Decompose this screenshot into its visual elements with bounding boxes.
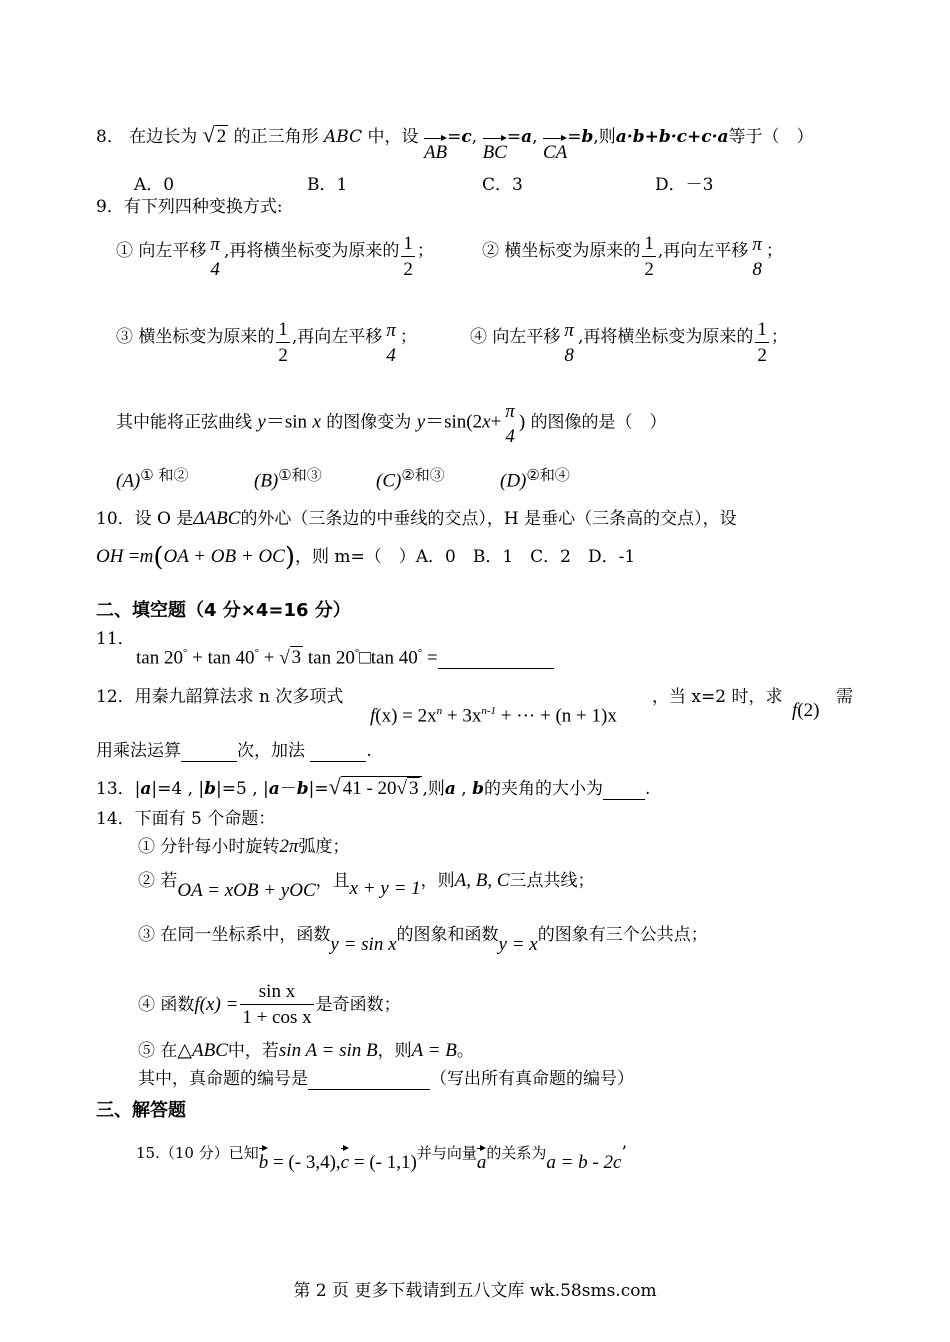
- q12-text-b: ，当 x=2 时，求: [652, 687, 783, 707]
- q9-choice-d: $(D)^{②和④}$: [500, 466, 570, 492]
- q8-expression: a·b+b·c+c·a: [615, 127, 729, 147]
- q8-vector-ca: CA: [543, 134, 567, 164]
- q15-line: 15.（10 分）已知b = (- 3,4),c = (- 1,1)并与向量a的关系为a = b - 2c’: [136, 1143, 627, 1173]
- q8-b: b: [581, 127, 594, 147]
- q15-vector-b: b: [259, 1144, 269, 1174]
- q14-stem: 14．下面有 5 个命题：: [96, 809, 276, 829]
- q14-proposition-4: ④ 函数f(x) = $\frac{\text{sin x}}{\text{1 + cos x}}$ 是奇函数；: [138, 981, 401, 1028]
- q8-a: a: [521, 127, 533, 147]
- q12-line-2: 用乘法运算 次，加法 .: [96, 741, 372, 761]
- q14-proposition-1: ① 分针每小时旋转2π弧度；: [138, 836, 350, 857]
- q10-triangle: ΔABC: [193, 508, 241, 529]
- q8-text-b: 的正三角形: [233, 127, 319, 147]
- q8-option-c: C．3: [482, 175, 523, 195]
- q8-text-c: 中，设: [367, 127, 419, 147]
- q8-line: 8． 在边长为 √ 2 的正三角形 ABC 中，设 AB=c, BC=a, CA=b,则a·b+b·c+c·a等于（ ）: [96, 122, 814, 163]
- q14-proposition-3: ③ 在同一坐标系中，函数y = sin x的图象和函数y = x的图象有三个公共点；: [138, 925, 708, 955]
- q8-option-a: A．0: [134, 175, 175, 195]
- q12-f2: f(2): [792, 700, 820, 721]
- q8-abc: ABC: [324, 127, 363, 147]
- q9-option-2: ② 横坐标变为原来的 $\frac{1}{2}$ ,再向左平移 π 8 ；: [482, 233, 783, 280]
- q9-option-3: ③ 横坐标变为原来的 $\frac{1}{2}$ ,再向左平移 π 4 ；: [116, 319, 417, 366]
- section-2-title: 二、填空题（4 分×4=16 分）: [96, 600, 351, 621]
- q14-answer: 其中，真命题的编号是 （写出所有真命题的编号）: [138, 1069, 634, 1089]
- q12-line-1: 12．用秦九韶算法求 n 次多项式: [96, 687, 344, 707]
- q9-question: 其中能将正弦曲线 y＝sin x 的图像变为 y＝sin(2x+ π 4 ) 的图像的是（ ）: [116, 401, 667, 447]
- q8-c: c: [461, 127, 472, 147]
- q11-answer-blank: [438, 668, 554, 669]
- q9-choice-a: $(A)^{① 和②}$: [116, 466, 189, 492]
- q9-option-1: ① 向左平移 π 4 ,再将横坐标变为原来的 $\frac{1}{2}$ ；: [116, 233, 434, 280]
- q9-option-4: ④ 向左平移 π 8 ,再将横坐标变为原来的 $\frac{1}{2}$ ；: [470, 319, 788, 366]
- q15-vector-a: a: [477, 1144, 487, 1174]
- q15-vector-c: c: [341, 1144, 349, 1174]
- q8-option-b: B．1: [307, 175, 348, 195]
- q8-text-e: 等于（ ）: [728, 127, 814, 147]
- q8-vector-bc: BC: [483, 134, 507, 164]
- q9-stem: [96, 196, 283, 218]
- q8-text-a: 在边长为: [129, 127, 198, 147]
- q9-choice-b: $(B)^{①和③}$: [254, 466, 322, 492]
- q12-blank-mult: [181, 761, 237, 762]
- q13-answer-blank: [603, 799, 645, 800]
- q9-stem-text: 有下列四种变换方式:: [123, 197, 283, 217]
- q11-number: 11．: [96, 629, 135, 649]
- q8-sqrt: √ 2: [202, 122, 227, 147]
- q10-line-2: OH =m(OA + OB + OC)，则 m=（ ）A．0 B．1 C．2 D．-1: [96, 542, 636, 573]
- section-3-title: 三、解答题: [96, 1100, 186, 1121]
- q9-choice-c: $(C)^{②和③}$: [376, 466, 445, 492]
- q10-line-1: 10．设 O 是ΔABC的外心（三条边的中垂线的交点），H 是垂心（三条高的交点），设: [96, 508, 737, 529]
- page-footer: 第 2 页 更多下载请到五八文库 wk.58sms.com: [293, 1281, 657, 1301]
- q12-polynomial: $f(x) = 2x^n + 3x^{n-1}$ + ··· + (n + 1)x: [370, 705, 617, 727]
- q9-number: 9．: [96, 197, 124, 217]
- q8-vector-ab: AB: [424, 134, 447, 164]
- q14-answer-blank: [308, 1089, 430, 1090]
- q8-option-d: D．－3: [655, 175, 714, 195]
- q12-blank-add: [310, 761, 366, 762]
- q12-text-c: 需: [836, 687, 853, 707]
- q13-line: 13．|a|=4 , |b|=5 , |a－b|=√ 41 - 20√ 3 ,则a , b的夹角的大小为 .: [96, 774, 651, 799]
- q14-proposition-2: ② 若OA = xOB + yOC，且x + y = 1，则A, B, C三点共线；: [138, 870, 595, 901]
- q11-expression: tan 20° + tan 40° + √ 3 tan 20°□tan 40° =: [136, 642, 554, 669]
- q14-proposition-5: ⑤ 在△ABC中，若sin A = sin B，则A = B。: [138, 1040, 474, 1061]
- q8-number: 8．: [96, 127, 124, 147]
